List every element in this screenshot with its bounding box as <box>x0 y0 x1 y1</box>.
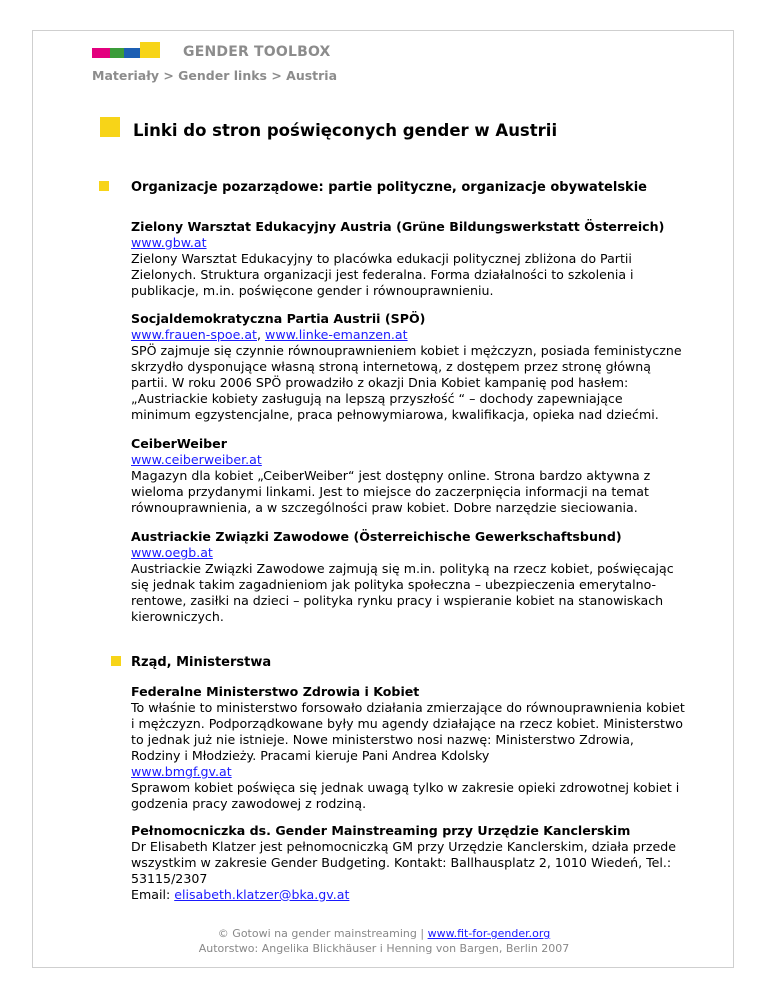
entry-gm-commissioner <box>131 823 686 903</box>
section-bullet-square <box>111 656 121 666</box>
entry-link[interactable]: www.ceiberweiber.at <box>131 452 262 467</box>
entry-ceiberweiber <box>131 436 686 516</box>
entry-text-2: Sprawom kobiet poświęca się jednak uwagą tylko w zakresie opieki zdrowotnej kobiet i godzenia pracy zawodowej z rodziną. <box>131 780 680 811</box>
entry-spoe: Socjaldemokratyczna Partia Austrii (SPÖ) www.frauen-spoe.at, www.linke-emanzen.at SPÖ zajmuje się czynnie równouprawnieniem kobiet i mężczyzn, posiada feministyczne skrzydło dysponujące własną stroną internetową, z dostępem przez stronę główną partii. W roku 2006 SPÖ prowadziło z okazji Dnia Kobiet kampanię pod hasłem: „Austriackie kobiety zasługują na lepszą przyszłość “ – dochody zapewniające minimum egzystencjalne, praca pełnowymiarowa, kwalifikacja, opieka nad dziećmi. <box>131 311 686 423</box>
entry-title: Pełnomocniczka ds. Gender Mainstreaming przy Urzędzie Kanclerskim <box>131 823 631 838</box>
entry-gbw <box>131 219 686 299</box>
email-label: Email: <box>131 887 171 902</box>
entry-title: Austriackie Związki Zawodowe (Österreichische Gewerkschaftsbund) <box>131 529 622 544</box>
entry-text: Magazyn dla kobiet „CeiberWeiber“ jest dostępny online. Strona bardzo aktywna z wieloma przydanymi linkami. Jest to miejsce do zaczerpnięcia informacji na temat równouprawnienia, a w szczególności praw kobiet. Dobre narzędzie sieciowania. <box>131 468 651 515</box>
email-link[interactable]: elisabeth.klatzer@bka.gv.at <box>174 887 350 902</box>
entry-text: Zielony Warsztat Edukacyjny to placówka edukacji politycznej zbliżona do Partii Zielonych. Struktura organizacji jest federalna. Forma działalności to szkolenia i publikacje, m.in. poświęcone gender i równouprawnieniu. <box>131 251 634 298</box>
entry-title: CeiberWeiber <box>131 436 227 451</box>
entry-link[interactable]: www.oegb.at <box>131 545 213 560</box>
entry-link[interactable]: www.bmgf.gv.at <box>131 764 232 779</box>
entry-text: Austriackie Związki Zawodowe zajmują się m.in. polityką na rzecz kobiet, poświęcając się jednak takim zagadnieniom jak polityka społeczna – ubezpieczenia emerytalno-rentowe, zasiłki na dzieci – polityka rynku pracy i wspieranie kobiet na stanowiskach kierowniczych. <box>131 561 674 624</box>
entry-text: Dr Elisabeth Klatzer jest pełnomocniczką GM przy Urzędzie Kanclerskim, działa przede wszystkim w zakresie Gender Budgeting. Kontakt: Ballhausplatz 2, 1010 Wiedeń, Tel.: 53115/2307 <box>131 839 676 886</box>
entry-text: SPÖ zajmuje się czynnie równouprawnieniem kobiet i mężczyzn, posiada feministyczne skrzydło dysponujące własną stroną internetową, z dostępem przez stronę główną partii. W roku 2006 SPÖ prowadziło z okazji Dnia Kobiet kampanię pod hasłem: „Austriackie kobiety zasługują na lepszą przyszłość “ – dochody zapewniające minimum egzystencjalne, praca pełnowymiarowa, kwalifikacja, opieka nad dziećmi. <box>131 343 682 422</box>
entry-link[interactable]: www.frauen-spoe.at <box>131 327 257 342</box>
entry-link[interactable]: www.gbw.at <box>131 235 207 250</box>
entry-text: To właśnie to ministerstwo forsowało działania zmierzające do równouprawnienia kobiet i mężczyzn. Podporządkowane były mu agendy działające na rzecz kobiet. Ministerstwo to jednak już nie istnieje. Nowe ministerstwo nosi nazwę: Ministerstwo Zdrowia, Rodziny i Młodzieży. Pracami kieruje Pani Andrea Kdolsky <box>131 700 685 763</box>
footer-link[interactable]: www.fit-for-gender.org <box>427 927 551 940</box>
gender-toolbox-logo <box>92 42 162 60</box>
entry-ministry <box>131 684 686 812</box>
breadcrumb: Materiały > Gender links > Austria <box>92 68 338 83</box>
title-bullet-square <box>100 117 120 137</box>
entry-title: Zielony Warsztat Edukacyjny Austria (Grüne Bildungswerkstatt Österreich) <box>131 219 665 234</box>
footer <box>0 926 768 956</box>
entry-title: Federalne Ministerstwo Zdrowia i Kobiet <box>131 684 420 699</box>
entry-oegb <box>131 529 686 625</box>
section-heading-government: Rząd, Ministerstwa <box>131 655 272 670</box>
entry-link[interactable]: www.linke-emanzen.at <box>265 327 408 342</box>
section-heading-ngo: Organizacje pozarządowe: partie polityczne, organizacje obywatelskie <box>131 180 647 195</box>
section-bullet-square <box>99 181 109 191</box>
toolbox-title: GENDER TOOLBOX <box>183 44 331 60</box>
footer-authors: Autorstwo: Angelika Blickhäuser i Henning von Bargen, Berlin 2007 <box>198 942 570 955</box>
footer-copyright: © Gotowi na gender mainstreaming | <box>217 927 428 940</box>
page-title: Linki do stron poświęconych gender w Austrii <box>133 121 558 140</box>
entry-title: Socjaldemokratyczna Partia Austrii (SPÖ) <box>131 311 426 326</box>
